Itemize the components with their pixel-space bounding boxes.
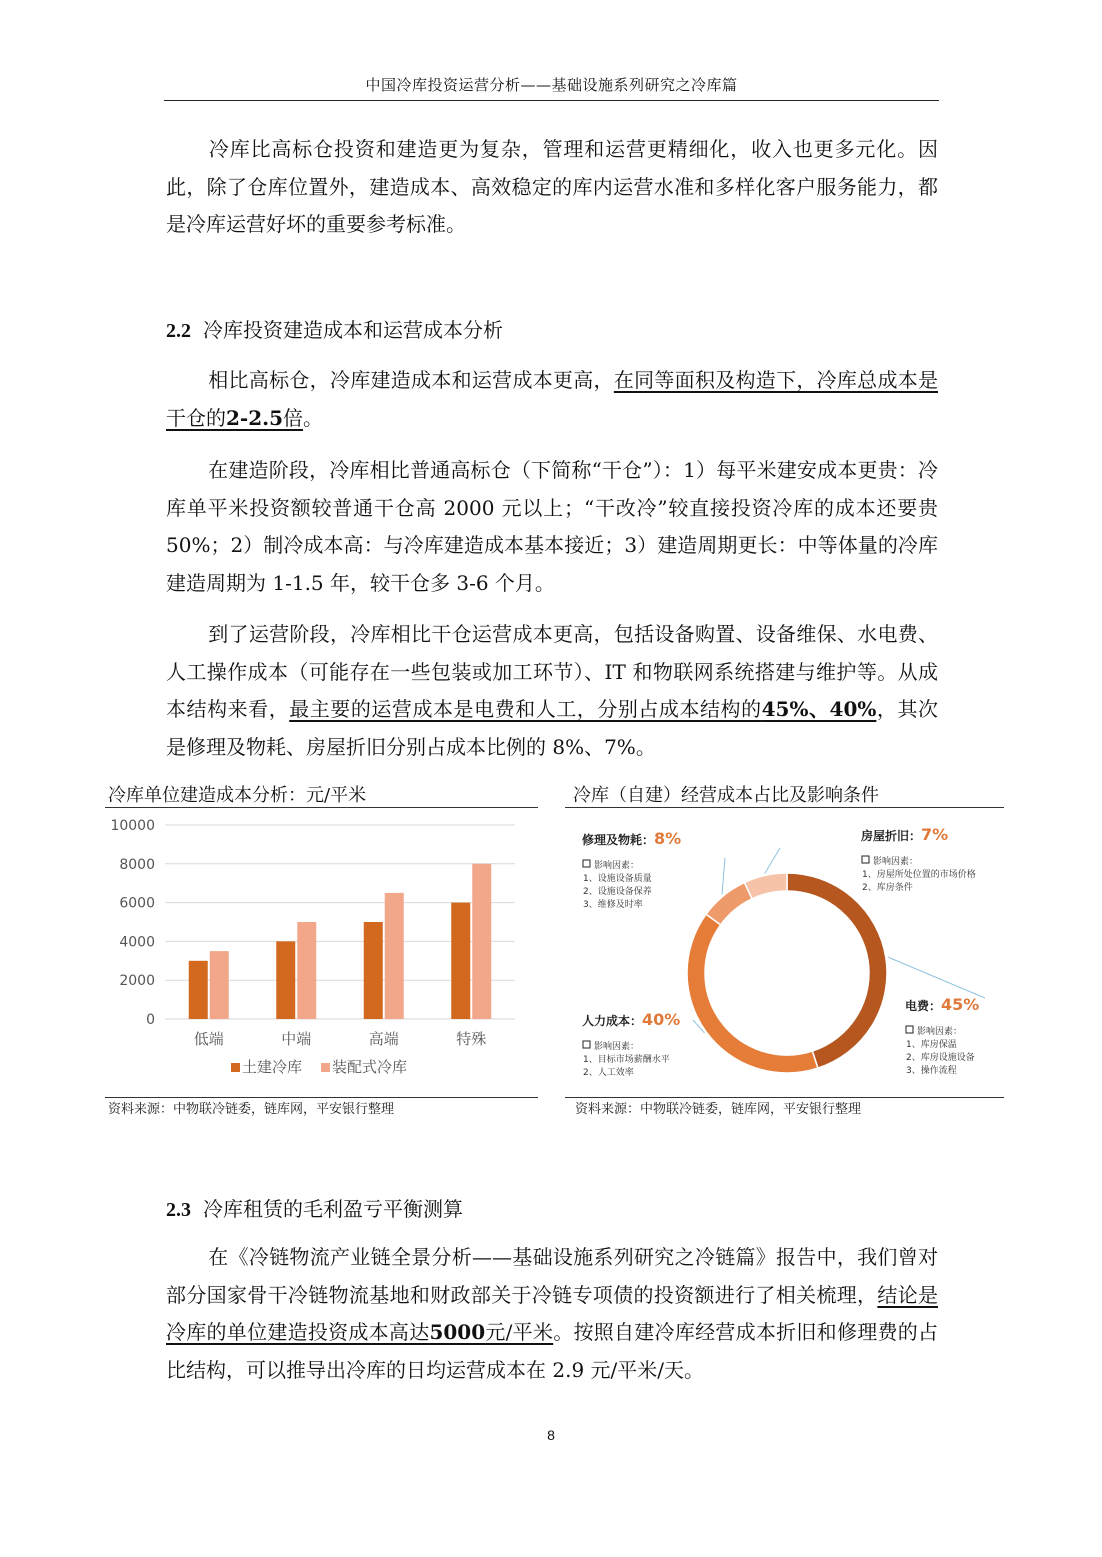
factor-checkbox-icon [906,1026,913,1033]
text-run: ，其次是修理及物耗、房屋折旧分别占成本比例的 8%、7%。 [166,697,939,759]
factor-item: 2、库房设施设备 [906,1053,975,1063]
legend-swatch [321,1063,330,1072]
underlined-text: 在同等面积及构造下，冷库总成本是干仓的 [166,368,939,430]
bar-装配式冷库 [472,864,491,1019]
factor-item: 2、设施设备保养 [583,887,652,897]
intro-paragraph [166,131,938,244]
bar-土建冷库 [451,903,470,1019]
paragraph-operation-stage [166,616,938,766]
slice-name: 电费： [905,999,942,1013]
leader-line [765,848,780,873]
text-run: 相比高标仓，冷库建造成本和运营成本更高， [208,368,614,392]
factor-item: 1、目标市场薪酬水平 [583,1055,670,1065]
page-number: 8 [547,1427,555,1443]
section-title: 冷库租赁的毛利盈亏平衡测算 [203,1197,463,1221]
paragraph-construction-stage [166,452,938,602]
x-tick-label: 特殊 [456,1030,487,1048]
factor-item: 1、库房保温 [906,1040,957,1050]
bar-土建冷库 [364,922,383,1019]
factor-checkbox-icon [862,856,869,863]
underlined-text: 结论是冷库的单位建造投资成本高达 [166,1282,939,1344]
donut-chart-source: 资料来源：中物联冷链委，链库网，平安银行整理 [575,1102,862,1117]
bar-土建冷库 [189,961,208,1019]
legend-label: 装配式冷库 [332,1058,408,1076]
underlined-bold-text: 5000 [429,1320,486,1344]
slice-name: 修理及物耗： [582,833,655,847]
factors-title: 影响因素： [594,861,640,871]
underlined-bold-text: 2-2.5 [226,405,284,430]
factors-title: 影响因素： [594,1042,640,1052]
header-rule [164,100,939,101]
donut-slice-电费 [787,873,887,1068]
leader-line [722,858,725,894]
bar-chart-title: 冷库单位建造成本分析：元/平米 [108,785,367,806]
factor-item: 3、操作流程 [906,1066,957,1076]
donut-slice-人力成本 [687,914,818,1073]
slice-percent: 7% [921,825,949,844]
section-number: 2.3 [166,1199,191,1221]
bar-装配式冷库 [297,922,316,1019]
x-tick-label: 低端 [193,1030,224,1048]
x-tick-label: 中端 [281,1030,312,1048]
section-heading-2-3 [166,1193,463,1222]
bar-chart-source: 资料来源：中物联冷链委，链库网，平安银行整理 [108,1102,395,1117]
slice-percent: 40% [642,1010,681,1029]
slice-label [860,825,948,844]
y-tick-label: 4000 [119,934,155,951]
factor-checkbox-icon [583,860,590,867]
underlined-bold-text: 45%、40% [761,697,877,721]
legend-label: 土建冷库 [242,1058,303,1076]
slice-name: 房屋折旧： [861,829,922,843]
underlined-text: 倍 [283,405,304,430]
factors-title: 影响因素： [873,857,919,867]
slice-percent: 45% [941,995,980,1014]
intro-text: 冷库比高标仓投资和建造更为复杂，管理和运营更精细化，收入也更多元化。因此，除了仓库位置外，建造成本、高效稳定的库内运营水准和多样化客户服务能力，都是冷库运营好坏的重要参考标准。 [166,137,938,236]
underlined-text: 元/平米 [485,1320,554,1344]
y-tick-label: 10000 [110,818,155,834]
bar-装配式冷库 [385,893,404,1019]
text-run: 。按照自建冷库经营成本折旧和修理费的占比结构，可以推导出冷库的日均运营成本在 2.9 元/平米/天。 [166,1320,939,1382]
factor-item: 3、维修及时率 [583,900,643,910]
leader-line [888,957,985,998]
bar-土建冷库 [276,941,295,1019]
factor-checkbox-icon [583,1041,590,1048]
y-tick-label: 0 [146,1012,155,1028]
donut-slice-房屋折旧 [744,873,787,899]
slice-name: 人力成本： [582,1014,643,1028]
y-tick-label: 2000 [119,973,155,990]
legend-swatch [231,1063,240,1072]
section-title: 冷库投资建造成本和运营成本分析 [203,318,503,342]
paragraph-cost-summary [166,362,938,437]
text-run: 到了运营阶段，冷库相比干仓运营成本更高，包括设备购置、设备维保、水电费、人工操作成本（可能存在一些包装或加工环节）、IT 和物联网系统搭建与维护等。从成本结构来看， [166,622,938,721]
factor-item: 1、设施设备质量 [583,874,652,884]
bar-装配式冷库 [210,951,229,1019]
slice-label [582,829,681,848]
text-run: 在《冷链物流产业链全景分析——基础设施系列研究之冷链篇》报告中，我们曾对部分国家骨干冷链物流基地和财政部关于冷链专项债的投资额进行了相关梳理， [166,1245,938,1307]
section-heading-2-2 [166,314,503,343]
x-tick-label: 高端 [368,1030,399,1048]
paragraph-breakeven [166,1239,938,1389]
slice-percent: 8% [654,829,682,848]
factor-item: 2、库房条件 [862,883,913,893]
text-run: 在建造阶段，冷库相比普通高标仓（下简称“干仓”）：1）每平米建安成本更贵：冷库单平米投资额较普通干仓高 2000 元以上；“干改冷”较直接投资冷库的成本还要贵 50%；2）制冷成本高：与冷库建造成本基本接近；3）建造周期更长：中等体量的冷库建造周期为 1-1.5 年，较干仓多 3-6 个月。 [166,458,938,595]
y-tick-label: 6000 [119,895,155,912]
factors-title: 影响因素： [917,1027,963,1037]
running-header: 中国冷库投资运营分析——基础设施系列研究之冷库篇 [365,76,738,94]
donut-slice-修理及物耗 [706,883,752,925]
slice-label [905,995,979,1014]
text-run: 。 [303,405,324,430]
y-tick-label: 8000 [119,856,155,873]
section-number: 2.2 [166,320,191,342]
factor-item: 2、人工效率 [583,1068,634,1078]
donut-chart-title: 冷库（自建）经营成本占比及影响条件 [573,785,879,806]
donut-chart [565,808,1004,1094]
underlined-text: 最主要的运营成本是电费和人工，分别占成本结构的 [289,697,762,721]
bar-chart [105,808,538,1094]
slice-label [582,1010,680,1029]
factor-item: 1、房屋所处位置的市场价格 [862,870,976,880]
